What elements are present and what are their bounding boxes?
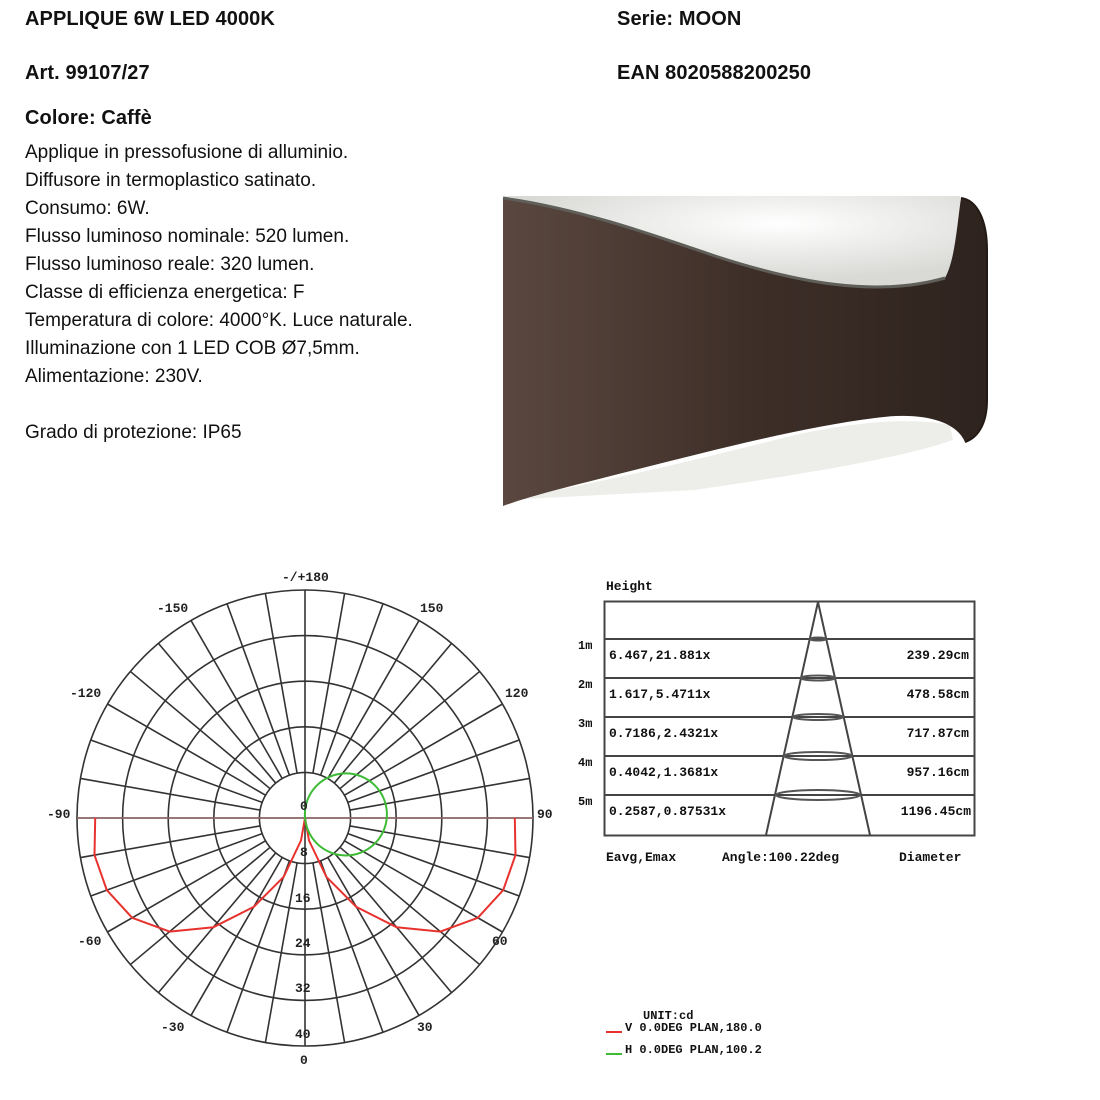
row-height-3m: 3m [578,717,593,731]
desc-line: Classe di efficienza energetica: F [25,282,305,303]
desc-line: Temperatura di colore: 4000°K. Luce naturale. [25,310,413,331]
angle-label-90: 90 [537,807,553,822]
row-diameter-4m: 957.16cm [906,765,969,780]
desc-line: Illuminazione con 1 LED COB Ø7,5mm. [25,338,360,359]
ring-label-32: 32 [295,981,311,996]
legend-v-label: V 0.0DEG PLAN,180.0 [625,1021,762,1035]
angle-label-60: 60 [492,934,508,949]
desc-line: Flusso luminoso nominale: 520 lumen. [25,226,350,247]
legend-h-label: H 0.0DEG PLAN,100.2 [625,1043,762,1057]
row-height-2m: 2m [578,678,593,692]
row-diameter-3m: 717.87cm [906,726,969,741]
ring-label-8: 8 [300,845,308,860]
row-values-1m: 6.467,21.881x [609,648,711,663]
row-diameter-1m: 239.29cm [906,648,969,663]
desc-line [25,391,413,419]
product-description [25,139,413,447]
angle-label-neg150: -150 [157,601,189,616]
angle-label-30: 30 [417,1020,433,1035]
ring-label-40: 40 [295,1027,311,1042]
desc-line: Flusso luminoso reale: 320 lumen. [25,254,315,275]
legend-h-swatch [606,1053,622,1055]
color-label: Colore: Caffè [25,107,152,129]
angle-label-neg30: -30 [161,1020,185,1035]
ring-label-0: 0 [300,799,308,814]
beam-angle-label: Angle:100.22deg [722,850,840,865]
desc-line: Applique in pressofusione di alluminio. [25,142,349,163]
ring-label-16: 16 [295,891,311,906]
row-values-5m: 0.2587,0.87531x [609,804,727,819]
row-diameter-5m: 1196.45cm [900,804,971,819]
legend-unit: UNIT:cd [643,1009,694,1023]
angle-label-180: -/+180 [282,570,329,585]
desc-line: Grado di protezione: IP65 [25,422,242,443]
ring-label-24: 24 [295,936,311,951]
row-height-5m: 5m [578,795,593,809]
angle-label-neg60: -60 [78,934,102,949]
polar-intensity-chart [0,560,580,1080]
product-image [495,190,995,510]
desc-line: Consumo: 6W. [25,198,150,219]
angle-label-neg90: -90 [47,807,71,822]
series-label: Serie: MOON [617,8,742,30]
legend-v-swatch [606,1031,622,1033]
angle-label-150: 150 [420,601,444,616]
diameter-label: Diameter [899,850,962,865]
row-values-4m: 0.4042,1.3681x [609,765,719,780]
row-values-3m: 0.7186,2.4321x [609,726,719,741]
height-label: Height [606,579,653,594]
row-height-4m: 4m [578,756,593,770]
row-values-2m: 1.617,5.4711x [609,687,711,702]
ean-code: EAN 8020588200250 [617,62,812,84]
angle-label-120: 120 [505,686,529,701]
angle-label-neg120: -120 [70,686,102,701]
desc-line: Diffusore in termoplastico satinato. [25,170,317,191]
product-title: APPLIQUE 6W LED 4000K [25,8,275,30]
row-height-1m: 1m [578,639,593,653]
article-number: Art. 99107/27 [25,62,150,84]
eavg-emax-label: Eavg,Emax [606,850,677,865]
desc-line: Alimentazione: 230V. [25,366,203,387]
angle-label-0: 0 [300,1053,308,1068]
row-diameter-2m: 478.58cm [906,687,969,702]
